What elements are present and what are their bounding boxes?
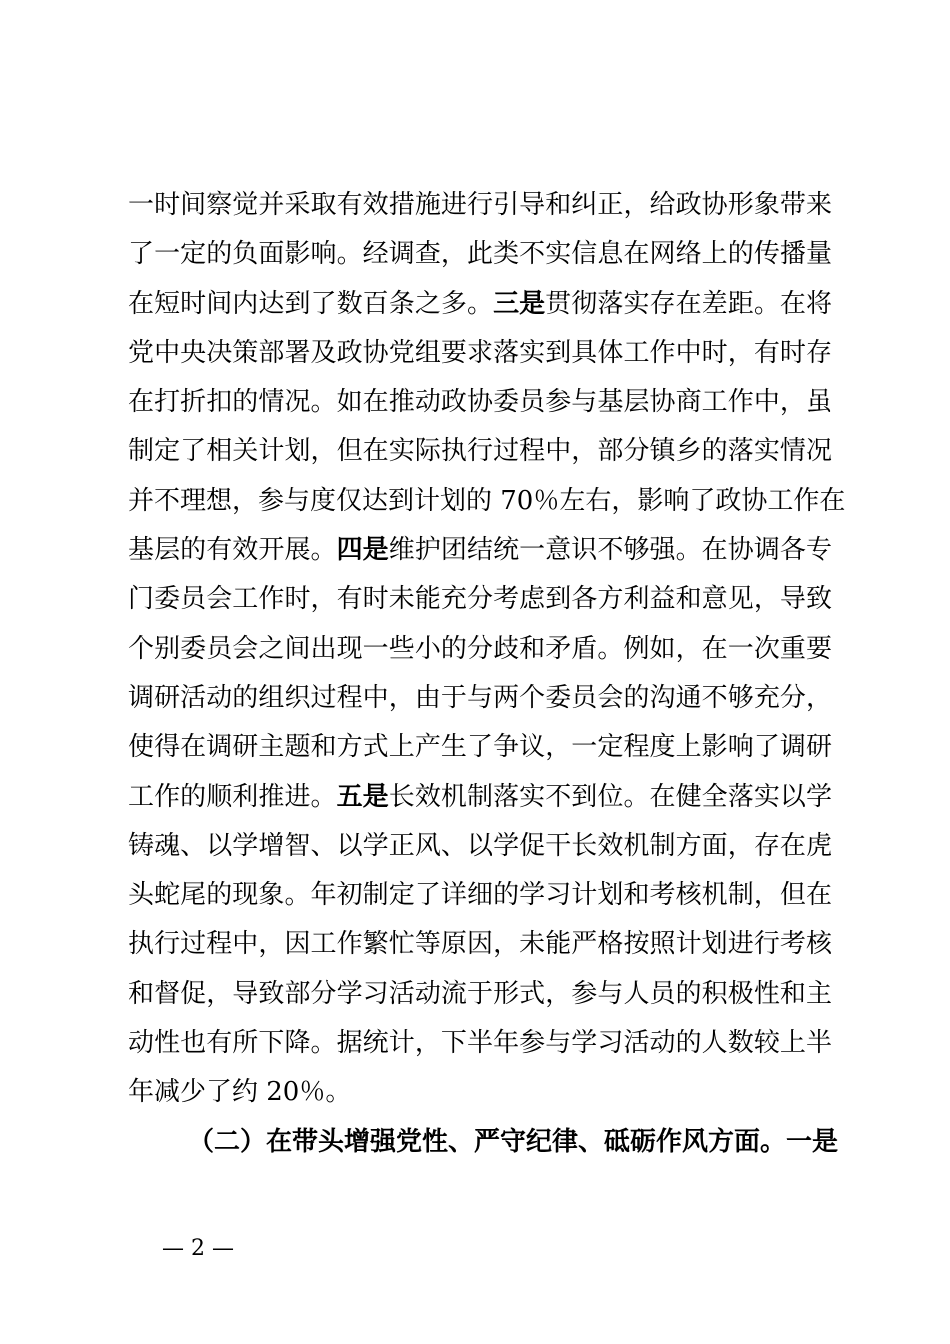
text-segment: 门委员会工作时，有时未能充分考虑到各方利益和意见，导致 (128, 584, 832, 615)
text-segment: 贯彻落实存在差距。在将 (545, 288, 832, 319)
text-segment: 使得在调研主题和方式上产生了争议，一定程度上影响了调研 (128, 732, 832, 763)
text-segment: 头蛇尾的现象。年初制定了详细的学习计划和考核机制，但在 (128, 880, 832, 911)
text-line (128, 674, 832, 723)
text-segment: 基层的有效开展。 (128, 535, 337, 566)
text-line (128, 920, 832, 969)
text-segment: 年减少了约 20％。 (128, 1077, 352, 1108)
body-text (128, 181, 846, 1167)
text-segment: 个别委员会之间出现一些小的分歧和矛盾。例如，在一次重要 (128, 633, 832, 664)
text-segment: 铸魂、以学增智、以学正风、以学促干长效机制方面，存在虎 (128, 830, 832, 861)
text-line (128, 526, 832, 575)
text-segment: 和督促，导致部分学习活动流于形式，参与人员的积极性和主 (128, 978, 832, 1009)
text-segment: 工作的顺利推进。 (128, 781, 337, 812)
text-line (128, 427, 832, 476)
text-segment: 动性也有所下降。据统计，下半年参与学习活动的人数较上半 (128, 1028, 832, 1059)
text-line (128, 773, 832, 822)
text-segment: 在打折扣的情况。如在推动政协委员参与基层协商工作中，虽 (128, 387, 832, 418)
text-line (128, 230, 832, 279)
text-segment: 了一定的负面影响。经调查，此类不实信息在网络上的传播量 (128, 239, 832, 270)
text-line (128, 181, 832, 230)
bold-text-segment: 五是 (336, 781, 389, 812)
text-line (128, 329, 832, 378)
text-segment: 调研活动的组织过程中，由于与两个委员会的沟通不够充分， (128, 682, 832, 713)
text-line (128, 723, 832, 772)
text-line (128, 822, 832, 871)
text-line (128, 477, 846, 526)
text-line (128, 871, 832, 920)
text-line (128, 1068, 832, 1117)
text-line (128, 1118, 839, 1167)
text-line (128, 970, 832, 1019)
text-line (128, 378, 832, 427)
text-line (128, 625, 832, 674)
text-segment: 制定了相关计划，但在实际执行过程中，部分镇乡的落实情况 (128, 436, 832, 467)
text-line (128, 280, 832, 329)
page-number: — 2 — (162, 1236, 234, 1261)
text-line (128, 575, 832, 624)
text-segment: 党中央决策部署及政协党组要求落实到具体工作中时，有时存 (128, 337, 832, 368)
text-segment: 长效机制落实不到位。在健全落实以学 (388, 781, 832, 812)
text-segment: 维护团结统一意识不够强。在协调各专 (388, 535, 832, 566)
text-line (128, 1019, 832, 1068)
text-segment: 一时间察觉并采取有效措施进行引导和纠正，给政协形象带来 (128, 190, 832, 220)
bold-text-segment: 三是 (493, 288, 546, 319)
bold-text-segment: 四是 (336, 535, 389, 566)
text-segment: 并不理想，参与度仅达到计划的 70％左右，影响了政协工作在 (128, 485, 846, 516)
bold-text-segment: （二）在带头增强党性、严守纪律、砥砺作风方面。一是 (188, 1126, 839, 1157)
text-segment: 在短时间内达到了数百条之多。 (128, 288, 494, 319)
text-segment: 执行过程中，因工作繁忙等原因，未能严格按照计划进行考核 (128, 929, 832, 960)
